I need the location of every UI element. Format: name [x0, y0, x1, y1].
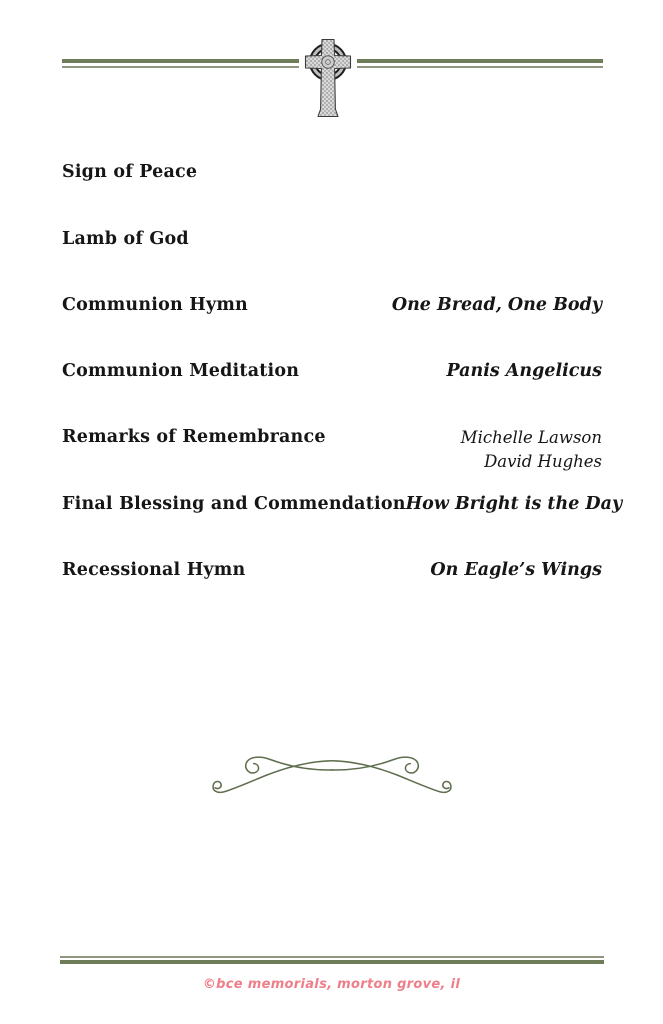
program-item-value	[461, 426, 602, 474]
speaker-name: Michelle Lawson	[460, 428, 602, 447]
bottom-rule	[60, 956, 604, 964]
program-item-label: Lamb of God	[62, 229, 189, 249]
program-row	[62, 294, 602, 317]
speaker-name: David Hughes	[484, 452, 602, 471]
program-row	[62, 228, 602, 251]
celtic-cross-icon	[299, 38, 357, 118]
program-item-value: Panis Angelicus	[446, 361, 602, 381]
bottom-rule-thick-line	[60, 960, 604, 964]
program-item-label: Sign of Peace	[62, 162, 198, 182]
scroll-flourish-icon	[210, 747, 454, 801]
program-item-label: Remarks of Remembrance	[62, 427, 326, 447]
program-item-label: Final Blessing and Commendation	[62, 494, 406, 514]
program-row	[62, 360, 602, 383]
footer-credit: ©bce memorials, morton grove, il	[202, 977, 461, 992]
program-item-value: How Bright is the Day	[405, 494, 623, 514]
program-item-label: Recessional Hymn	[62, 560, 246, 580]
program-row	[62, 493, 623, 516]
program-item-value: One Bread, One Body	[391, 295, 602, 315]
program-item-label: Communion Meditation	[62, 361, 300, 381]
program-row	[62, 426, 602, 474]
program-item-value: On Eagle’s Wings	[430, 560, 602, 580]
program-row	[62, 161, 602, 184]
program-item-label: Communion Hymn	[62, 295, 248, 315]
program-row	[62, 559, 602, 582]
